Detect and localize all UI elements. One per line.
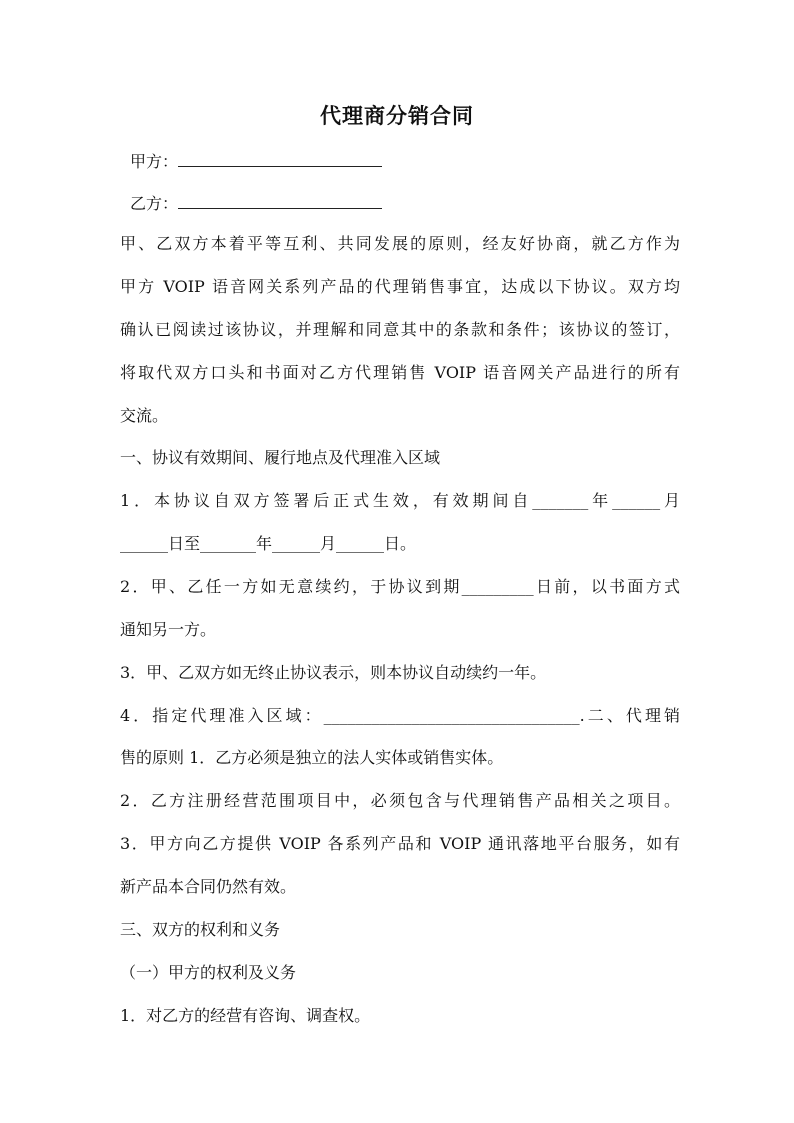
s1-item-1-line-2: ______日至_______年______月______日。 — [120, 534, 417, 553]
s1-item-4-line-2: 售的原则 1．乙方必须是独立的法人实体或销售实体。 — [120, 748, 504, 767]
s1-item-2-line-1: 2．甲、乙任一方如无意续约，于协议到期_________日前，以书面方式 — [120, 577, 680, 596]
s1-item-3: 3．甲、乙双方如无终止协议表示，则本协议自动续约一年。 — [120, 663, 547, 682]
s2-item-3-line-1: 3．甲方向乙方提供 VOIP 各系列产品和 VOIP 通讯落地平台服务，如有 — [120, 834, 680, 853]
party-b-label: 乙方： — [130, 194, 179, 213]
s2-item-2: 2．乙方注册经营范围项目中，必须包含与代理销售产品相关之项目。 — [120, 791, 680, 810]
s3-item-1: 1．对乙方的经营有咨询、调查权。 — [120, 1006, 371, 1025]
party-a-line — [130, 148, 690, 174]
intro-line-3: 确认已阅读过该协议，并理解和同意其中的条款和条件；该协议的签订， — [120, 320, 680, 339]
s1-item-2-line-2: 通知另一方。 — [120, 620, 217, 639]
section-1-heading: 一、协议有效期间、履行地点及代理准入区域 — [120, 448, 441, 467]
document-title: 代理商分销合同 — [320, 103, 474, 128]
s1-item-1-line-1: 1．本协议自双方签署后正式生效，有效期间自_______年______月 — [120, 491, 680, 510]
section-3-heading: 三、双方的权利和义务 — [120, 920, 281, 939]
s1-item-4-line-1: 4．指定代理准入区域：________________________________.二、代理销 — [120, 706, 680, 725]
intro-line-4: 将取代双方口头和书面对乙方代理销售 VOIP 语音网关产品进行的所有 — [120, 363, 680, 382]
party-a-label: 甲方： — [130, 152, 179, 171]
intro-line-2: 甲方 VOIP 语音网关系列产品的代理销售事宜，达成以下协议。双方均 — [120, 277, 680, 296]
party-b-blank — [178, 190, 382, 209]
section-3-subheading-1: （一）甲方的权利及义务 — [120, 963, 297, 982]
intro-line-5: 交流。 — [120, 406, 169, 425]
party-b-line — [130, 190, 690, 216]
party-a-blank — [178, 148, 382, 167]
intro-line-1: 甲、乙双方本着平等互利、共同发展的原则，经友好协商，就乙方作为 — [120, 234, 680, 253]
s2-item-3-line-2: 新产品本合同仍然有效。 — [120, 877, 297, 896]
